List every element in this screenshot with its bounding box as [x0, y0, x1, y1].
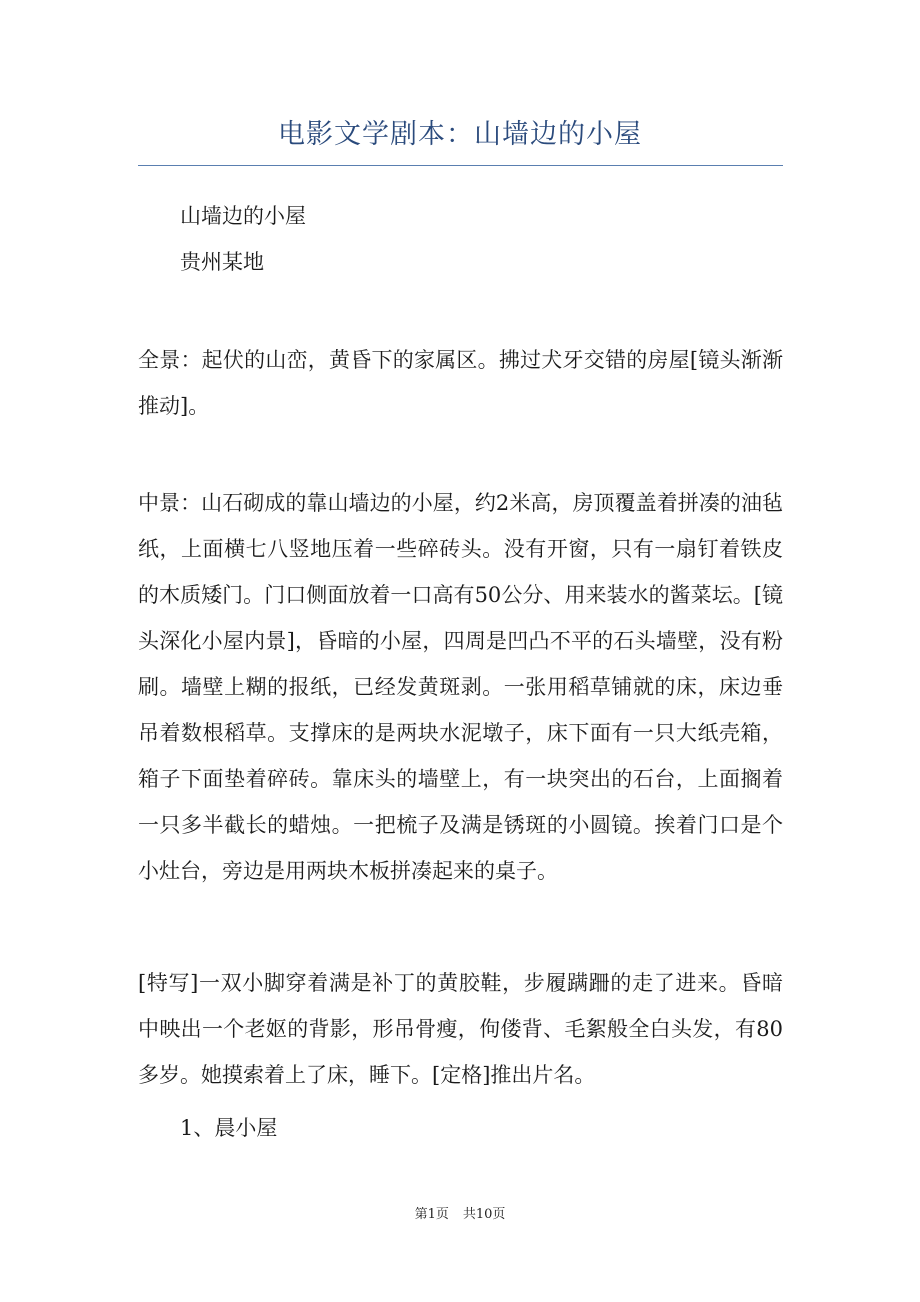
paragraph-panorama: 全景：起伏的山峦，黄昏下的家属区。拂过犬牙交错的房屋[镜头渐渐推动]。: [138, 348, 783, 418]
page-total: 共10页: [462, 1207, 506, 1222]
page-footer: [0, 1205, 920, 1225]
page-number: 第1页: [414, 1207, 449, 1222]
script-place: 贵州某地: [180, 250, 264, 274]
section-heading: 1、晨小屋: [180, 1116, 278, 1140]
paragraph-closeup: [特写]一双小脚穿着满是补丁的黄胶鞋，步履蹒跚的走了进来。昏暗中映出一个老妪的背影，形吊骨瘦，佝偻背、毛絮般全白头发，有80多岁。她摸索着上了床，睡下。[定格]推出片名。: [138, 971, 783, 1087]
paragraph-medium-shot: 中景：山石砌成的靠山墙边的小屋，约2米高，房顶覆盖着拼凑的油毡纸，上面横七八竖地压着一些碎砖头。没有开窗，只有一扇钉着铁皮的木质矮门。门口侧面放着一口高有50公分、用来装水的酱菜坛。[镜头深化小屋内景]，昏暗的小屋，四周是凹凸不平的石头墙壁，没有粉刷。墙壁上糊的报纸，已经发黄斑剥。一张用稻草铺就的床，床边垂吊着数根稻草。支撑床的是两块水泥墩子，床下面有一只大纸壳箱，箱子下面垫着碎砖。靠床头的墙壁上，有一块突出的石台，上面搁着一只多半截长的蜡烛。一把梳子及满是锈斑的小圆镜。挨着门口是个小灶台，旁边是用两块木板拼凑起来的桌子。: [138, 491, 783, 883]
document-title: 电影文学剧本：山墙边的小屋: [278, 119, 642, 150]
title-divider: [138, 165, 783, 166]
script-heading: 山墙边的小屋: [180, 204, 306, 228]
